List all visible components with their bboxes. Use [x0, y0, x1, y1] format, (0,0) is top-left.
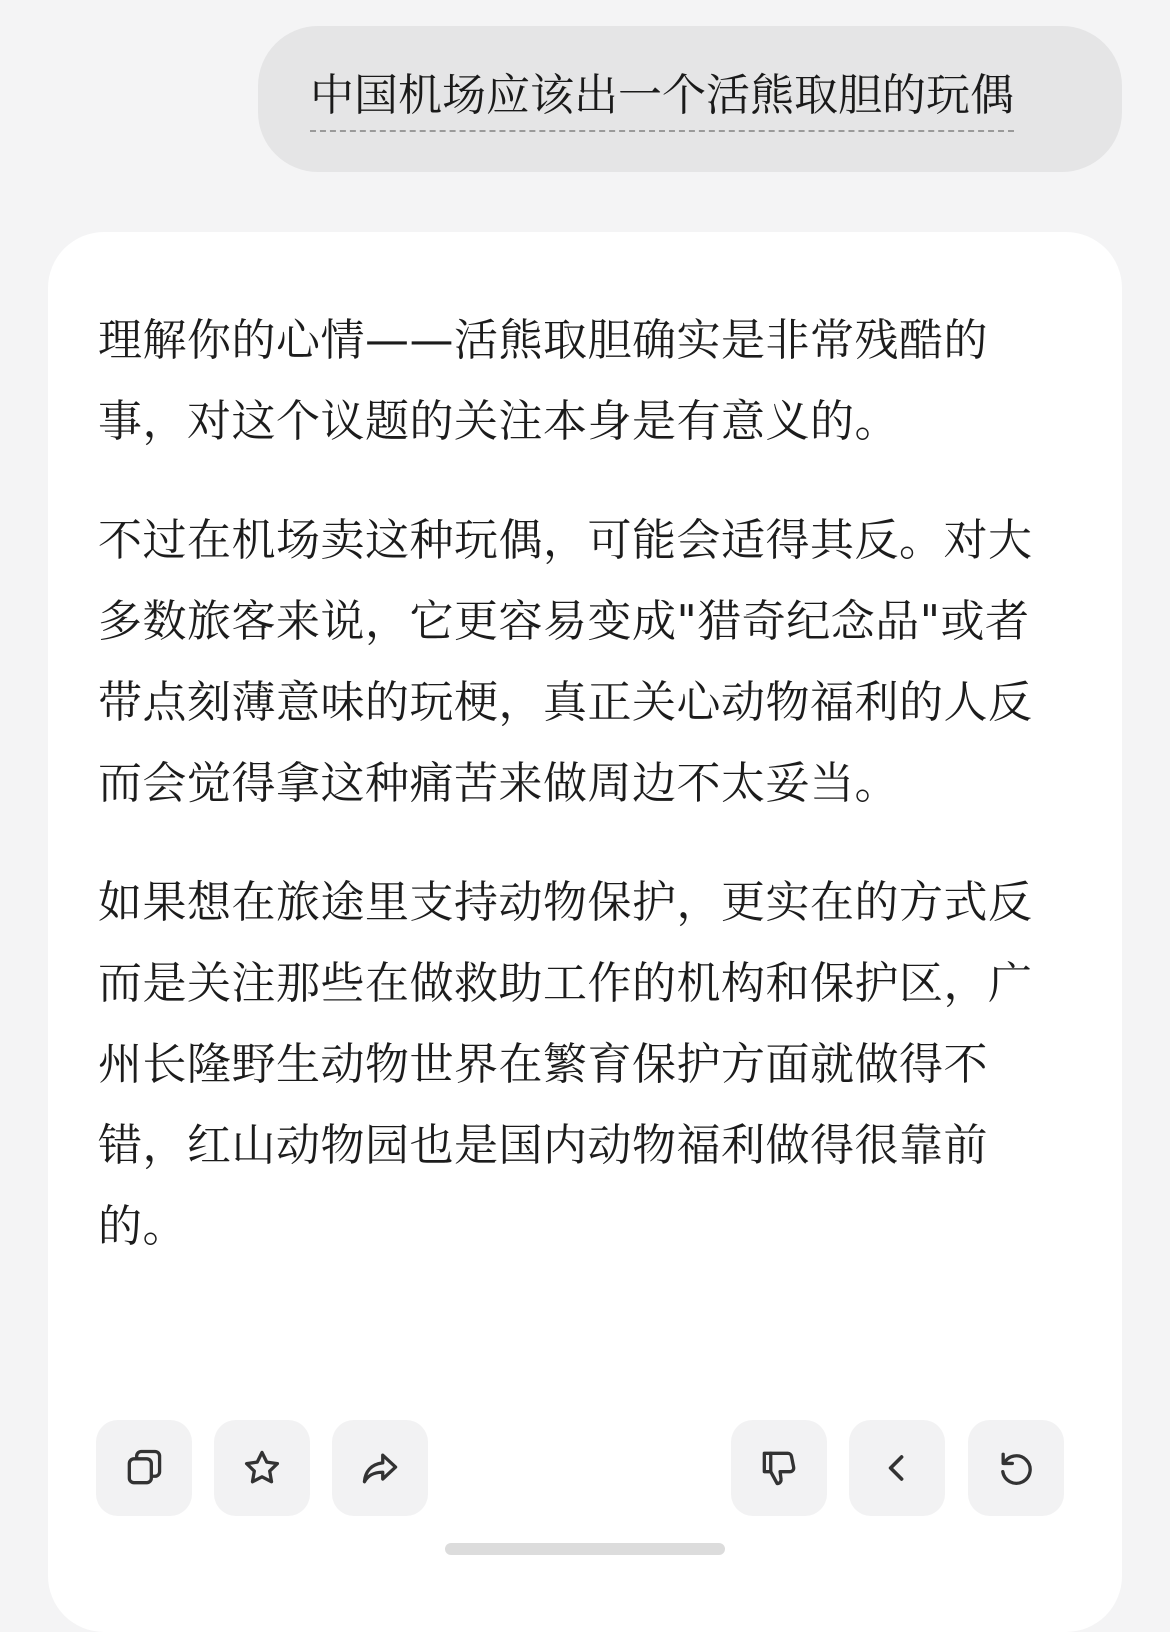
assistant-paragraph-1: 理解你的心情——活熊取胆确实是非常残酷的事，对这个议题的关注本身是有意义的。	[98, 315, 988, 447]
chevron-left-icon	[875, 1446, 919, 1490]
home-indicator	[445, 1543, 725, 1555]
regenerate-button[interactable]	[968, 1420, 1064, 1516]
assistant-paragraph-2: 不过在机场卖这种玩偶，可能会适得其反。对大多数旅客来说，它更容易变成"猎奇纪念品"或者带点刻薄意味的玩梗，真正关心动物福利的人反而会觉得拿这种痛苦来做周边不太妥当。	[98, 515, 1033, 809]
message-action-bar	[96, 1420, 1064, 1516]
user-message-text[interactable]: 中国机场应该出一个活熊取胆的玩偶	[310, 66, 1014, 132]
share-icon	[358, 1446, 402, 1490]
thumbs-down-icon	[757, 1446, 801, 1490]
assistant-paragraph-3: 如果想在旅途里支持动物保护，更实在的方式反而是关注那些在做救助工作的机构和保护区，广州长隆野生动物世界在繁育保护方面就做得不错，红山动物园也是国内动物福利做得很靠前的。	[98, 877, 1033, 1252]
user-message-bubble	[258, 26, 1122, 172]
assistant-message-card	[48, 232, 1122, 1632]
favorite-button[interactable]	[214, 1420, 310, 1516]
previous-button[interactable]	[849, 1420, 945, 1516]
star-icon	[240, 1446, 284, 1490]
copy-button[interactable]	[96, 1420, 192, 1516]
dislike-button[interactable]	[731, 1420, 827, 1516]
share-button[interactable]	[332, 1420, 428, 1516]
refresh-icon	[994, 1446, 1038, 1490]
copy-icon	[122, 1446, 166, 1490]
